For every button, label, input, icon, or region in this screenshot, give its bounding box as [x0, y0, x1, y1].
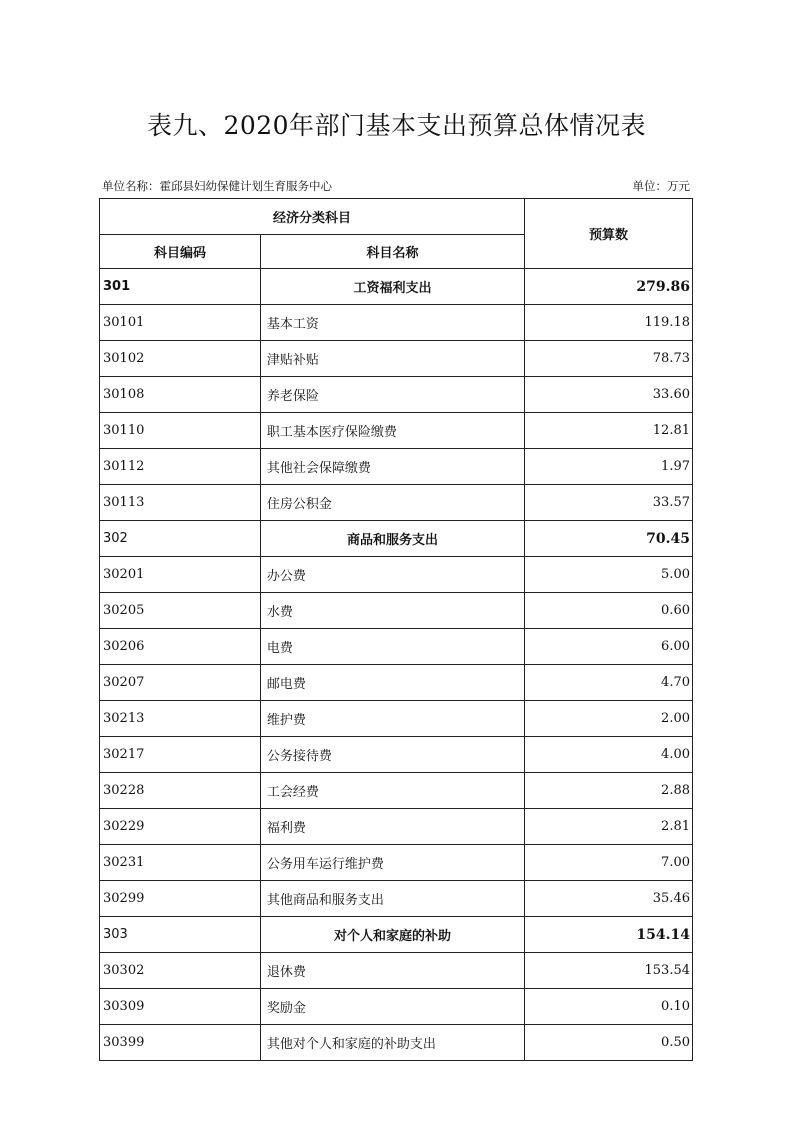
cell-name: 其他对个人和家庭的补助支出: [260, 1025, 524, 1061]
cell-code: 30217: [100, 737, 261, 773]
cell-code: 30113: [100, 485, 261, 521]
cell-name: 工会经费: [260, 773, 524, 809]
cell-code: 30110: [100, 413, 261, 449]
cell-code: 30101: [100, 305, 261, 341]
table-row: [100, 989, 693, 1025]
cell-amount: 35.46: [525, 881, 693, 917]
cell-name: 奖励金: [260, 989, 524, 1025]
cell-name: 职工基本医疗保险缴费: [260, 413, 524, 449]
cell-code: 30299: [100, 881, 261, 917]
header-econ-category: 经济分类科目: [100, 199, 525, 235]
cell-code: 30309: [100, 989, 261, 1025]
header-budget: 预算数: [525, 199, 693, 269]
cell-name: 其他商品和服务支出: [260, 881, 524, 917]
cell-name: 办公费: [260, 557, 524, 593]
header-row-1: [100, 199, 693, 235]
cell-name: 基本工资: [260, 305, 524, 341]
table-row: [100, 809, 693, 845]
table-group-row: [100, 269, 693, 305]
cell-code: 301: [100, 269, 261, 305]
table-group-row: [100, 521, 693, 557]
cell-amount: 154.14: [525, 917, 693, 953]
cell-amount: 2.81: [525, 809, 693, 845]
cell-name: 维护费: [260, 701, 524, 737]
cell-name: 对个人和家庭的补助: [260, 917, 524, 953]
cell-code: 302: [100, 521, 261, 557]
cell-amount: 78.73: [525, 341, 693, 377]
cell-name: 福利费: [260, 809, 524, 845]
cell-name: 邮电费: [260, 665, 524, 701]
cell-name: 津贴补贴: [260, 341, 524, 377]
cell-code: 30213: [100, 701, 261, 737]
table-row: [100, 773, 693, 809]
budget-table: [99, 198, 693, 1061]
cell-amount: 4.00: [525, 737, 693, 773]
cell-code: 303: [100, 917, 261, 953]
table-row: [100, 881, 693, 917]
cell-amount: 1.97: [525, 449, 693, 485]
cell-name: 退休费: [260, 953, 524, 989]
table-row: [100, 449, 693, 485]
cell-code: 30302: [100, 953, 261, 989]
table-group-row: [100, 917, 693, 953]
table-row: [100, 341, 693, 377]
cell-amount: 5.00: [525, 557, 693, 593]
table-row: [100, 701, 693, 737]
table-row: [100, 377, 693, 413]
cell-amount: 0.50: [525, 1025, 693, 1061]
table-row: [100, 665, 693, 701]
cell-name: 住房公积金: [260, 485, 524, 521]
cell-amount: 4.70: [525, 665, 693, 701]
table-row: [100, 845, 693, 881]
cell-name: 公务接待费: [260, 737, 524, 773]
cell-amount: 7.00: [525, 845, 693, 881]
header-code: 科目编码: [100, 235, 261, 269]
table-row: [100, 413, 693, 449]
table-row: [100, 737, 693, 773]
table-row: [100, 305, 693, 341]
cell-amount: 0.10: [525, 989, 693, 1025]
cell-code: 30108: [100, 377, 261, 413]
cell-code: 30229: [100, 809, 261, 845]
cell-name: 养老保险: [260, 377, 524, 413]
table-row: [100, 485, 693, 521]
cell-amount: 6.00: [525, 629, 693, 665]
cell-name: 工资福利支出: [260, 269, 524, 305]
unit-label: 单位：万元: [632, 179, 690, 193]
cell-name: 其他社会保障缴费: [260, 449, 524, 485]
cell-amount: 119.18: [525, 305, 693, 341]
cell-amount: 2.00: [525, 701, 693, 737]
table-row: [100, 1025, 693, 1061]
table-row: [100, 629, 693, 665]
cell-name: 商品和服务支出: [260, 521, 524, 557]
cell-code: 30201: [100, 557, 261, 593]
cell-code: 30399: [100, 1025, 261, 1061]
cell-code: 30102: [100, 341, 261, 377]
cell-code: 30228: [100, 773, 261, 809]
header-name: 科目名称: [260, 235, 524, 269]
cell-code: 30207: [100, 665, 261, 701]
cell-amount: 33.57: [525, 485, 693, 521]
budget-table-container: [99, 198, 693, 1122]
table-row: [100, 593, 693, 629]
table-row: [100, 557, 693, 593]
cell-amount: 0.60: [525, 593, 693, 629]
cell-code: 30205: [100, 593, 261, 629]
cell-amount: 33.60: [525, 377, 693, 413]
unit-name: 单位名称：霍邱县妇幼保健计划生育服务中心: [102, 179, 332, 193]
cell-code: 30231: [100, 845, 261, 881]
cell-amount: 70.45: [525, 521, 693, 557]
cell-name: 电费: [260, 629, 524, 665]
cell-amount: 279.86: [525, 269, 693, 305]
cell-amount: 12.81: [525, 413, 693, 449]
table-row: [100, 953, 693, 989]
page-title: 表九、2020年部门基本支出预算总体情况表: [146, 111, 647, 140]
cell-code: 30112: [100, 449, 261, 485]
cell-amount: 153.54: [525, 953, 693, 989]
cell-name: 公务用车运行维护费: [260, 845, 524, 881]
cell-code: 30206: [100, 629, 261, 665]
cell-name: 水费: [260, 593, 524, 629]
cell-amount: 2.88: [525, 773, 693, 809]
